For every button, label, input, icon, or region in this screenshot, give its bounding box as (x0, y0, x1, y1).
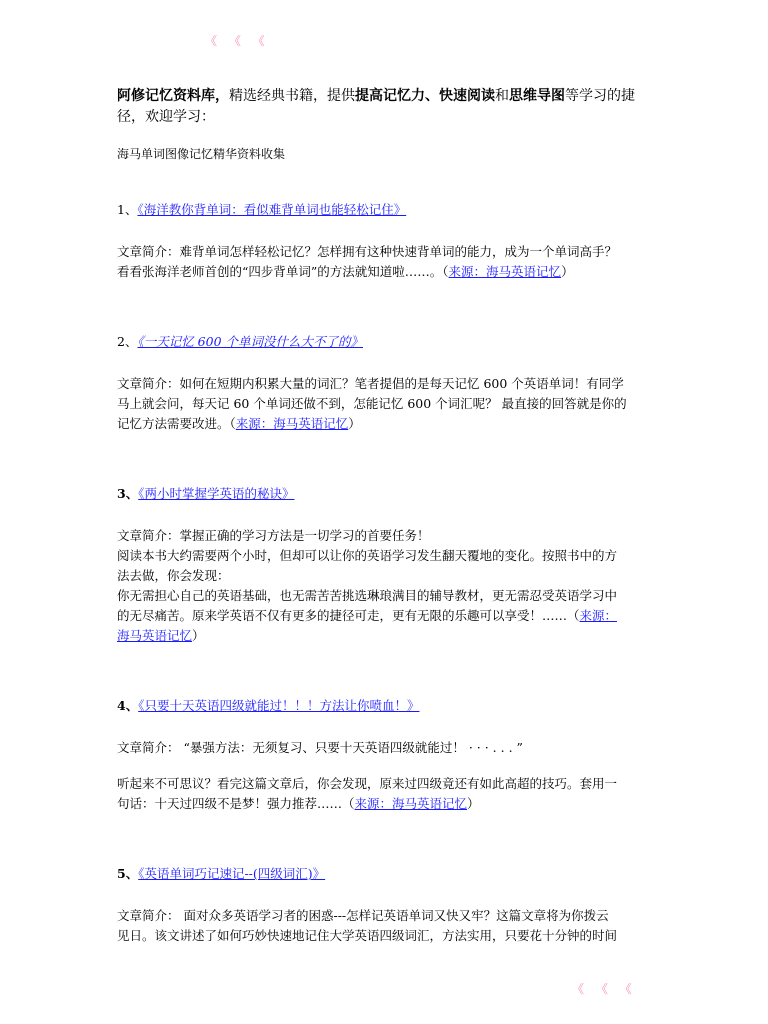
source-link[interactable]: 来源：海马英语记忆 (235, 416, 349, 431)
summary-line: 文章简介：掌握正确的学习方法是一切学习的首要任务！ (117, 528, 430, 543)
intro-keyword-mindmap: 思维导图 (509, 88, 565, 104)
summary-line: 文章简介： “暴强方法：无须复习、只要十天英语四级就能过！ · · · . . . ” (117, 740, 523, 755)
intro-text: 精选经典书籍，提供 (229, 88, 355, 104)
summary-line: 法去做，你会发现： (117, 568, 230, 583)
summary-line: 听起来不可思议？看完这篇文章后，你会发现，原来过四级竟还有如此高超的技巧。套用一 (117, 776, 618, 791)
article-entry (117, 332, 662, 434)
entry-title (117, 696, 662, 716)
summary-line (117, 262, 662, 282)
entry-number: 3、 (117, 486, 139, 501)
article-entry (117, 200, 662, 282)
summary-text: 句话：十天过四级不是梦！强力推荐……（ (117, 796, 355, 811)
collection-subtitle: 海马单词图像记忆精华资料收集 (117, 147, 286, 161)
entry-title (117, 484, 662, 504)
entry-summary (117, 526, 662, 646)
summary-line: 见日。该文讲述了如何巧妙快速地记住大学英语四级词汇，方法实用，只要花十分钟的时间 (117, 928, 618, 943)
summary-text: ） (467, 796, 480, 811)
summary-text: ） (192, 628, 205, 643)
summary-line: 马上就会问，每天记 60 个单词还做不到，怎能记忆 600 个词汇呢？ 最直接的回答就是你的 (117, 396, 627, 411)
entry-title (117, 332, 662, 352)
summary-line: 阅读本书大约需要两个小时，但却可以让你的英语学习发生翻天覆地的变化。按照书中的方 (117, 548, 618, 563)
summary-text: 的无尽痛苦。原来学英语不仅有更多的捷径可走，更有无限的乐趣可以享受！……（ (117, 608, 580, 623)
intro-text: 和 (495, 88, 509, 104)
source-link[interactable]: 海马英语记忆 (117, 628, 193, 643)
source-link[interactable]: 来源： (579, 608, 618, 623)
entry-title (117, 864, 662, 884)
summary-text: 记忆方法需要改进。（ (117, 416, 236, 431)
article-link[interactable]: 《只要十天英语四级就能过！！！方法让你喷血！》 (138, 698, 420, 713)
entry-number: 1、 (117, 202, 138, 217)
summary-line (117, 626, 662, 646)
summary-line (117, 414, 662, 434)
summary-line: 文章简介：如何在短期内积累大量的词汇？笔者提倡的是每天记忆 600 个英语单词！有同学 (117, 376, 624, 391)
intro-keyword-memory: 提高记忆力、快速阅读 (355, 88, 495, 104)
entry-summary (117, 906, 662, 946)
summary-line (117, 794, 662, 814)
decorative-chevrons-bottom: 《 《 《 (572, 982, 636, 996)
article-entry (117, 484, 662, 646)
entry-number: 4、 (117, 698, 139, 713)
entry-summary (117, 374, 662, 434)
entry-summary (117, 242, 662, 282)
entry-number: 5、 (117, 866, 139, 881)
article-link[interactable]: 《两小时掌握学英语的秘诀》 (138, 486, 295, 501)
summary-line: 你无需担心自己的英语基础，也无需苦苦挑选琳琅满目的辅导教材，更无需忍受英语学习中 (117, 588, 618, 603)
summary-line: 文章简介： 面对众多英语学习者的困惑---怎样记英语单词又快又牢？这篇文章将为你拨云 (117, 908, 609, 923)
article-link[interactable]: 《海洋教你背单词：看似难背单词也能轻松记住》 (137, 202, 407, 217)
entry-summary (117, 738, 662, 814)
summary-line: 文章简介：难背单词怎样轻松记忆？怎样拥有这种快速背单词的能力，成为一个单词高手？ (117, 244, 618, 259)
source-link[interactable]: 来源：海马英语记忆 (448, 264, 562, 279)
intro-library-name: 阿修记忆资料库， (117, 88, 229, 104)
article-link[interactable]: 《英语单词巧记速记--(四级词汇)》 (138, 866, 326, 881)
summary-text: ） (561, 264, 574, 279)
summary-text: ） (348, 416, 361, 431)
entry-title (117, 200, 662, 220)
document-body (117, 86, 662, 996)
summary-line (117, 606, 662, 626)
intro-text: 等学习的捷径，欢迎学习： (117, 88, 635, 125)
article-entry (117, 696, 662, 814)
source-link[interactable]: 来源：海马英语记忆 (354, 796, 468, 811)
entry-number: 2、 (117, 334, 138, 349)
intro-paragraph (117, 86, 662, 128)
decorative-chevrons-top: 《 《 《 (205, 34, 269, 48)
summary-text: 看看张海洋老师首创的“四步背单词”的方法就知道啦……。（ (117, 264, 449, 279)
article-link[interactable]: 《一天记忆 600 个单词没什么大不了的》 (137, 334, 364, 349)
article-entry (117, 864, 662, 946)
